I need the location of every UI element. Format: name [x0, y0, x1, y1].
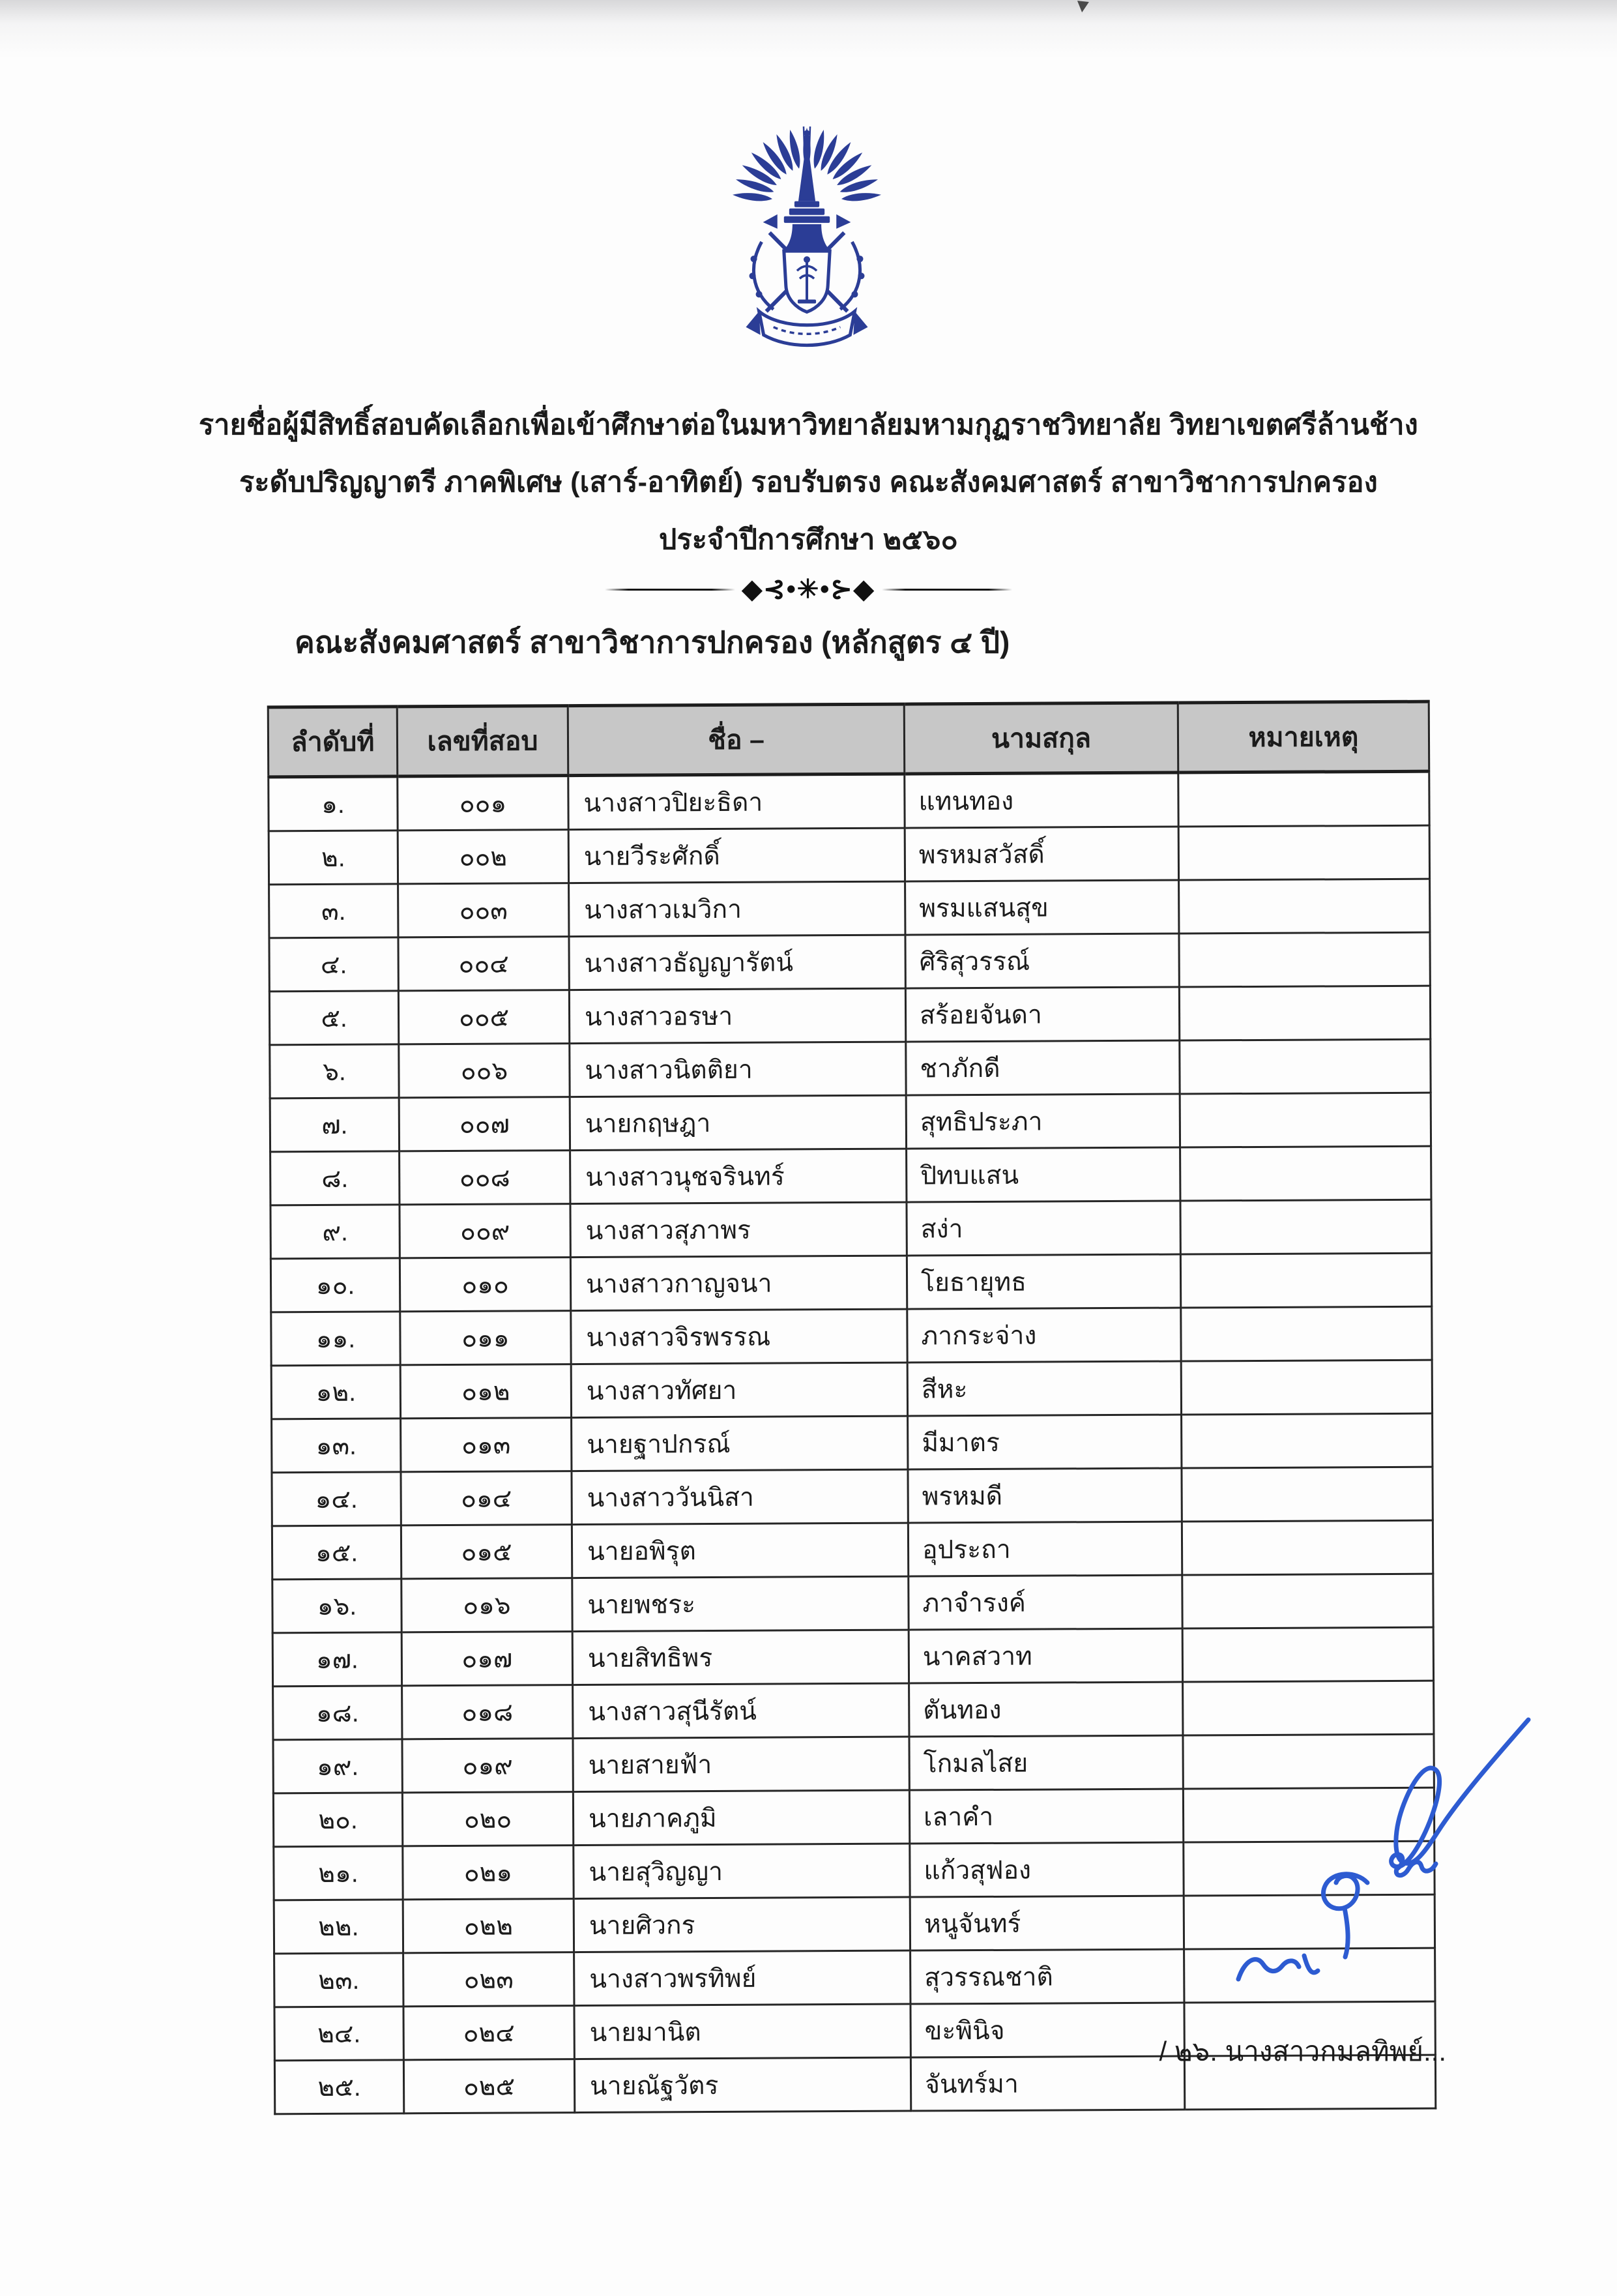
exam-number-cell: ๐๑๓	[401, 1418, 572, 1472]
exam-number-cell: ๐๒๕	[403, 2059, 574, 2113]
table-row	[269, 771, 1429, 831]
row-number-cell: ๒๒.	[274, 1900, 403, 1954]
first-name-cell: นายมานิต	[574, 2004, 910, 2059]
remark-cell	[1182, 1467, 1433, 1522]
row-number-cell: ๑๗.	[272, 1632, 401, 1686]
exam-number-cell: ๐๒๐	[402, 1792, 573, 1846]
last-name-cell: พรหมสวัสดิ์	[905, 827, 1178, 881]
remark-cell	[1180, 1253, 1431, 1308]
exam-number-cell: ๐๑๖	[401, 1578, 572, 1632]
first-name-cell: นางสาวเมวิกา	[569, 881, 905, 937]
table-row	[273, 1734, 1434, 1793]
exam-number-cell: ๐๑๐	[400, 1258, 570, 1312]
header-first-name: ชื่อ –	[568, 704, 905, 776]
last-name-cell: สร้อยจันดา	[905, 987, 1179, 1042]
table-row	[271, 1360, 1432, 1419]
row-number-cell: ๕.	[269, 991, 398, 1045]
exam-number-cell: ๐๐๗	[399, 1097, 570, 1151]
first-name-cell: นางสาวสุนีรัตน์	[573, 1683, 909, 1739]
table-row	[272, 1627, 1433, 1686]
exam-number-cell: ๐๐๔	[398, 937, 569, 991]
row-number-cell: ๑.	[269, 776, 398, 831]
exam-number-cell: ๐๒๑	[403, 1846, 574, 1900]
first-name-cell: นางสาวอรษา	[569, 988, 905, 1044]
scan-edge-artifact	[0, 0, 1617, 59]
exam-number-cell: ๐๑๗	[401, 1632, 572, 1686]
document-title	[0, 407, 1617, 579]
remark-cell	[1184, 1841, 1435, 1896]
exam-number-cell: ๐๑๒	[400, 1364, 571, 1419]
first-name-cell: นายฐาปกรณ์	[572, 1416, 908, 1471]
divider-line-left	[605, 589, 735, 591]
decorative-divider	[0, 570, 1617, 609]
table-row	[270, 1200, 1431, 1259]
divider-line-right	[882, 589, 1012, 591]
first-name-cell: นายภาคภูมิ	[573, 1790, 909, 1846]
row-number-cell: ๙.	[270, 1205, 400, 1259]
table-row	[271, 1306, 1432, 1366]
row-number-cell: ๑๒.	[271, 1365, 400, 1419]
title-line-1: รายชื่อผู้มีสิทธิ์สอบคัดเลือกเพื่อเข้าศึกษาต่อในมหาวิทยาลัยมหามกุฏราชวิทยาลัย วิทยาเขตศรีล้านช้าง	[199, 409, 1418, 441]
remark-cell	[1182, 1627, 1433, 1682]
university-emblem-logo	[686, 103, 928, 381]
exam-number-cell: ๐๐๓	[398, 883, 569, 937]
university-emblem-icon	[686, 103, 928, 381]
last-name-cell: เลาคำ	[909, 1789, 1183, 1844]
remark-cell	[1180, 1200, 1431, 1254]
row-number-cell: ๑๐.	[270, 1258, 400, 1312]
header-exam-number: เลขที่สอบ	[397, 706, 568, 776]
first-name-cell: นางสาววันนิสา	[572, 1469, 908, 1525]
last-name-cell: โยธายุทธ	[907, 1254, 1180, 1309]
table-row	[273, 1788, 1434, 1847]
last-name-cell: จันทร์มา	[910, 2056, 1184, 2111]
last-name-cell: หนูจันทร์	[910, 1896, 1184, 1950]
table-row	[269, 932, 1430, 992]
row-number-cell: ๑๘.	[273, 1686, 402, 1740]
first-name-cell: นางสาวจิรพรรณ	[571, 1309, 907, 1364]
table-row	[269, 986, 1430, 1045]
section-heading: คณะสังคมศาสตร์ สาขาวิชาการปกครอง (หลักสูตร ๔ ปี)	[295, 625, 1010, 659]
remark-cell	[1183, 1734, 1434, 1789]
table-row	[272, 1520, 1433, 1580]
row-number-cell: ๑๓.	[272, 1419, 401, 1473]
row-number-cell: ๘.	[270, 1151, 400, 1205]
remark-cell	[1184, 1894, 1435, 1949]
row-number-cell: ๒๓.	[274, 1953, 403, 2007]
last-name-cell: ปิทบแสน	[907, 1147, 1180, 1202]
table-row	[274, 1841, 1435, 1900]
scan-speck-mark	[1076, 1, 1089, 13]
first-name-cell: นางสาวสุภาพร	[570, 1202, 907, 1258]
last-name-cell: สุทธิประภา	[906, 1094, 1180, 1149]
last-name-cell: แก้วสุฟอง	[910, 1842, 1184, 1897]
first-name-cell: นางสาวทัศยา	[571, 1362, 907, 1418]
last-name-cell: ขะพินิจ	[910, 2003, 1184, 2057]
last-name-cell: อุประถา	[908, 1522, 1182, 1576]
row-number-cell: ๒๕.	[274, 2060, 403, 2114]
exam-number-cell: ๐๐๖	[399, 1044, 570, 1098]
table-row	[270, 1093, 1431, 1152]
header-remark: หมายเหตุ	[1178, 701, 1429, 773]
exam-number-cell: ๐๑๑	[400, 1311, 571, 1365]
exam-number-cell: ๐๐๙	[400, 1204, 570, 1258]
remark-cell	[1179, 879, 1430, 934]
exam-number-cell: ๐๐๑	[398, 776, 568, 831]
row-number-cell: ๒๐.	[273, 1793, 402, 1847]
table-row	[269, 825, 1429, 885]
first-name-cell: นายศิวกร	[574, 1897, 910, 1952]
last-name-cell: ศิริสุวรรณ์	[905, 934, 1179, 988]
remark-cell	[1179, 932, 1430, 987]
continuation-note: / ๒๖. นางสาวกมลทิพย์...	[1159, 2036, 1446, 2067]
remark-cell	[1184, 1948, 1435, 2003]
table-row	[273, 1681, 1434, 1740]
table-row	[274, 1894, 1435, 1954]
row-number-cell: ๑๔.	[272, 1472, 401, 1526]
first-name-cell: นางสาวพรทิพย์	[574, 1950, 910, 2006]
first-name-cell: นายณัฐวัตร	[574, 2057, 910, 2113]
title-line-3: ประจำปีการศึกษา ๒๕๖๐	[659, 524, 958, 555]
remark-cell	[1182, 1574, 1433, 1628]
last-name-cell: สีหะ	[907, 1361, 1181, 1416]
remark-cell	[1182, 1413, 1433, 1468]
table-header-row	[268, 701, 1429, 777]
remark-cell	[1180, 1039, 1431, 1094]
table-row	[274, 1948, 1435, 2007]
first-name-cell: นางสาวนุชจรินทร์	[570, 1149, 907, 1204]
last-name-cell: มีมาตร	[908, 1415, 1182, 1469]
row-number-cell: ๑๑.	[271, 1312, 400, 1366]
table-row	[270, 1039, 1431, 1098]
table-row	[269, 879, 1430, 938]
row-number-cell: ๒๑.	[274, 1846, 403, 1900]
table-row	[272, 1413, 1433, 1473]
first-name-cell: นางสาวธัญญารัตน์	[569, 935, 905, 990]
table-row	[270, 1253, 1431, 1312]
last-name-cell: ภาจำรงค์	[909, 1575, 1182, 1630]
first-name-cell: นางสาวกาญจนา	[570, 1256, 907, 1311]
exam-number-cell: ๐๐๘	[400, 1151, 570, 1205]
last-name-cell: ภากระจ่าง	[907, 1308, 1181, 1362]
exam-number-cell: ๐๑๘	[402, 1685, 573, 1739]
first-name-cell: นายพชระ	[572, 1576, 909, 1632]
exam-number-cell: ๐๒๒	[403, 1899, 574, 1953]
header-last-name: นามสกุล	[904, 703, 1178, 774]
remark-cell	[1178, 825, 1429, 880]
last-name-cell: นาคสวาท	[909, 1628, 1182, 1683]
divider-ornament: ◆⊰•✳•⊱◆	[742, 575, 875, 604]
row-number-cell: ๒๔.	[274, 2007, 403, 2061]
remark-cell	[1181, 1306, 1432, 1361]
last-name-cell: พรมแสนสุข	[905, 880, 1179, 935]
exam-number-cell: ๐๑๕	[401, 1525, 572, 1579]
title-line-2: ระดับปริญญาตรี ภาคพิเศษ (เสาร์-อาทิตย์) รอบรับตรง คณะสังคมศาสตร์ สาขาวิชาการปกครอง	[239, 467, 1378, 498]
first-name-cell: นางสาวปิยะธิดา	[568, 774, 905, 830]
first-name-cell: นายสิทธิพร	[572, 1630, 909, 1685]
exam-number-cell: ๐๒๓	[403, 1952, 574, 2007]
first-name-cell: นายสายฟ้า	[573, 1737, 909, 1792]
row-number-cell: ๑๕.	[272, 1525, 401, 1580]
row-number-cell: ๑๙.	[273, 1739, 402, 1793]
remark-cell	[1180, 1146, 1431, 1201]
row-number-cell: ๑๖.	[272, 1579, 401, 1633]
row-number-cell: ๖.	[270, 1044, 399, 1098]
last-name-cell: สง่า	[907, 1201, 1180, 1256]
last-name-cell: ตันทอง	[909, 1682, 1183, 1737]
last-name-cell: สุวรรณชาติ	[910, 1949, 1184, 2004]
remark-cell	[1180, 1093, 1431, 1147]
exam-number-cell: ๐๐๕	[398, 990, 569, 1044]
row-number-cell: ๒.	[269, 831, 398, 885]
remark-cell	[1179, 986, 1430, 1040]
table-row	[272, 1574, 1433, 1633]
last-name-cell: พรหมดี	[908, 1468, 1182, 1523]
first-name-cell: นายอพิรุต	[572, 1523, 908, 1578]
header-row-number: ลำดับที่	[268, 707, 398, 777]
first-name-cell: นายวีระศักดิ์	[568, 828, 905, 883]
last-name-cell: แทนทอง	[905, 773, 1178, 828]
exam-number-cell: ๐๒๔	[403, 2006, 574, 2060]
first-name-cell: นางสาวนิตติยา	[570, 1042, 906, 1097]
row-number-cell: ๔.	[269, 937, 398, 992]
exam-number-cell: ๐๑๔	[401, 1471, 572, 1525]
remark-cell	[1178, 771, 1429, 827]
last-name-cell: โกมลไสย	[909, 1735, 1183, 1790]
remark-cell	[1181, 1360, 1432, 1415]
last-name-cell: ชาภักดี	[906, 1040, 1180, 1095]
remark-cell	[1182, 1520, 1433, 1575]
first-name-cell: นายสุวิญญา	[574, 1844, 910, 1899]
applicant-table	[267, 700, 1435, 2115]
table-row	[272, 1467, 1433, 1526]
remark-cell	[1183, 1681, 1434, 1735]
row-number-cell: ๗.	[270, 1098, 399, 1152]
table-row	[270, 1146, 1431, 1205]
row-number-cell: ๓.	[269, 884, 398, 938]
exam-number-cell: ๐๐๒	[398, 830, 568, 884]
exam-number-cell: ๐๑๙	[402, 1739, 573, 1793]
first-name-cell: นายกฤษฎา	[570, 1095, 906, 1151]
remark-cell	[1183, 1788, 1434, 1842]
